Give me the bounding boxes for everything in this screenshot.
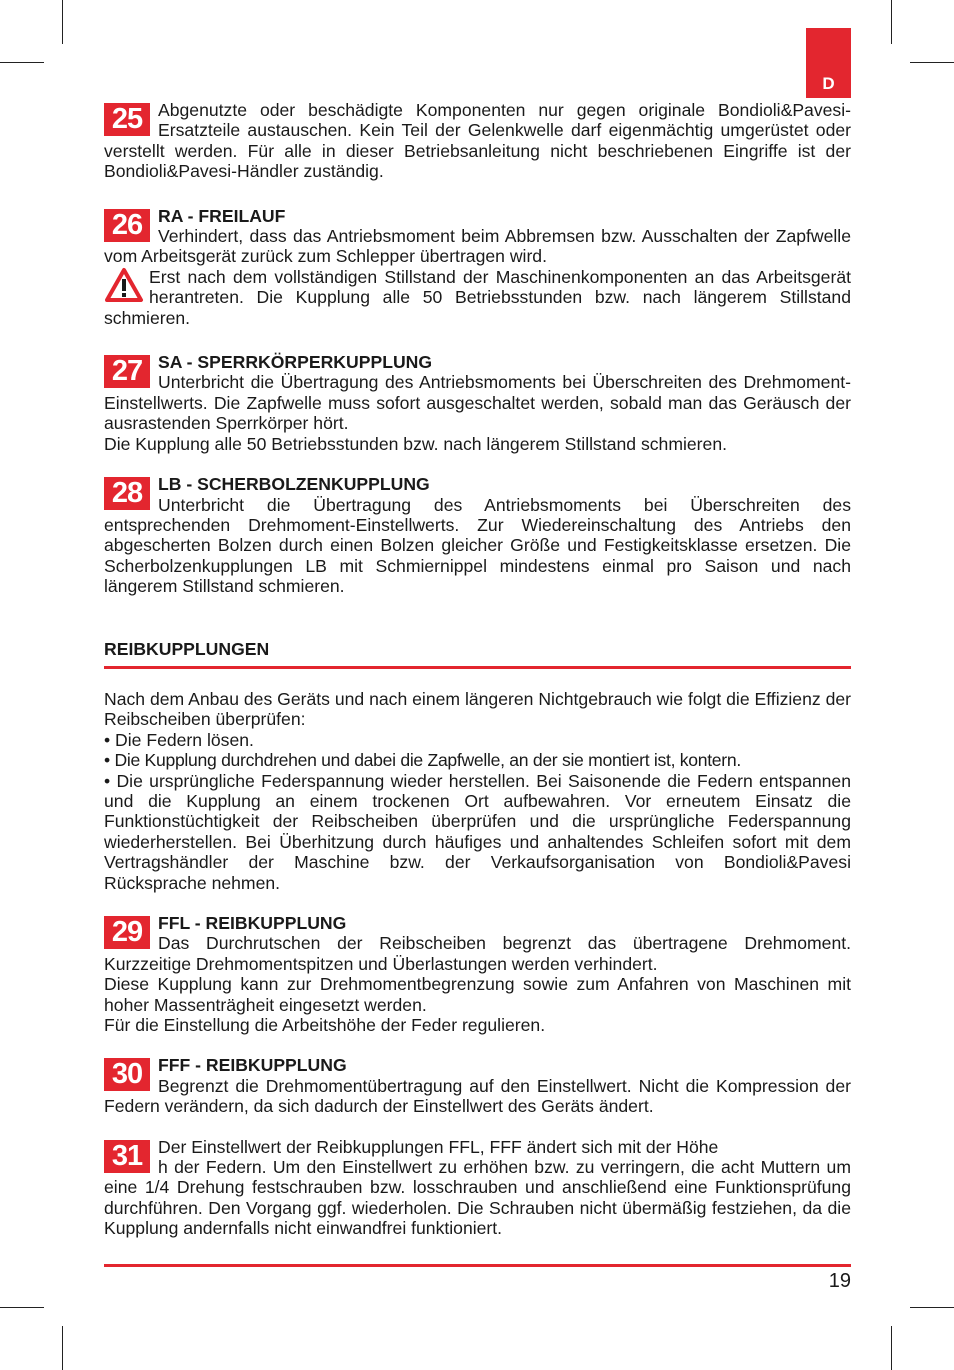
crop-mark [62,1326,63,1370]
crop-mark [910,62,954,63]
page-content [104,100,851,1239]
crop-mark [0,1307,44,1308]
section-text: Nach dem Anbau des Geräts und nach einem längeren Nichtgebrauch wie folgt die Effizienz der Reibscheiben überprüfen: [104,688,851,730]
section-number: 26 [104,209,150,242]
crop-mark [0,62,44,63]
section-number: 28 [104,477,150,510]
section-28 [104,474,851,596]
section-title: SA - SPERRKÖRPERKUPPLUNG [158,352,433,373]
bullet-item: • Die Federn lösen. [104,729,254,750]
section-number: 27 [104,355,150,388]
section-text: Begrenzt die Drehmomentübertragung auf den Einstellwert. Nicht die Kompression der Federn verändern, da sich dadurch der Einstellwert des Geräts ändert. [104,1075,851,1117]
section-text: Der Einstellwert der Reibkupplungen FFL, FFF ändert sich mit der Höhe [158,1136,719,1157]
section-31 [104,1137,851,1239]
section-number: 29 [104,916,150,949]
section-text: Unterbricht die Übertragung des Antriebsmoments bei Überschreiten des Drehmoment-Einstellwerts. Die Zapfwelle muss sofort ausgeschaltet werden, sobald man das Geräusch der ausrastenden Sperrkörper hört. [104,372,851,434]
section-25 [104,100,851,182]
bullet-item: • Die ursprüngliche Federspannung wieder herstellen. Bei Saisonende die Federn entspannen und die Kupplung an einem trockenen Ort aufbewahren. Vor erneutem Einsatz die Funktionstüchtigkeit der Reibscheiben überprüfen und die ursprüngliche Federspannung wiederherstellen. Bei Überhitzung durch häufiges und anhaltendes Schleifen sofort mit dem Vertragshändler der Maschine bzw. der Verkaufsorganisation von Bondioli&Pavesi Rücksprache nehmen. [104,770,851,893]
section-29 [104,913,851,1035]
section-text: Für die Einstellung die Arbeitshöhe der Feder regulieren. [104,1015,546,1036]
crop-mark [891,0,892,44]
language-label: D [822,74,835,93]
section-27 [104,352,851,454]
section-text: Das Durchrutschen der Reibscheiben begrenzt das übertragene Drehmoment. Kurzzeitige Drehmomentspitzen und Überlastungen werden verhindert. [104,933,851,974]
section-number: 31 [104,1140,150,1173]
page-number: 19 [828,1270,851,1292]
section-text: Diese Kupplung kann zur Drehmomentbegrenzung sowie zum Anfahren von Maschinen mit hoher Massenträgheit eingesetzt werden. [104,974,851,1015]
section-text: Abgenutzte oder beschädigte Komponenten nur gegen originale Bondioli&Pavesi-Ersatzteile austauschen. Kein Teil der Gelenkwelle darf eigenmächtig umgerüstet oder verstellt werden. Für alle in dieser Betriebsanleitung nicht beschriebenen Eingriffe ist der Bondioli&Pavesi-Händler zuständig. [104,100,851,182]
section-26 [104,206,851,328]
crop-mark [62,0,63,44]
section-text: Verhindert, dass das Antriebsmoment beim Abbremsen bzw. Ausschalten der Zapfwelle vom Arbeitsgerät zurück zum Schlepper übertragen wird. [104,226,851,267]
warning-text: Erst nach dem vollständigen Stillstand der Maschinenkomponenten an das Arbeitsgerät herantreten. Die Kupplung alle 50 Betriebsstunden bzw. nach längerem Stillstand schmieren. [104,266,851,328]
section-title: RA - FREILAUF [158,205,286,226]
crop-mark [891,1326,892,1370]
crop-mark [910,1307,954,1308]
footer-divider [104,1264,851,1267]
warning-triangle-icon [104,267,144,303]
warning-block [104,267,851,328]
section-heading: REIBKUPPLUNGEN [104,639,851,669]
section-title: LB - SCHERBOLZENKUPPLUNG [158,474,430,495]
section-30 [104,1055,851,1116]
section-text: h der Federn. Um den Einstellwert zu erhöhen bzw. zu verringern, die acht Muttern um eine 1/4 Drehung festschrauben bzw. losschrauben und anschließend eine Funktionsprüfung durchführen. Den Vorgang ggf. wiederholen. Die Schrauben nicht übermäßig festziehen, da die Kupplung andernfalls nicht einwandfrei funktioniert. [104,1157,851,1239]
bullet-item: • Die Kupplung durchdrehen und dabei die Zapfwelle, an der sie montiert ist, kontern. [104,750,741,771]
language-tab [806,28,851,98]
section-reibkupplungen [104,639,851,893]
section-number: 30 [104,1058,150,1091]
section-text: Die Kupplung alle 50 Betriebsstunden bzw. nach längerem Stillstand schmieren. [104,433,727,454]
section-title: FFL - REIBKUPPLUNG [158,913,347,933]
section-title: FFF - REIBKUPPLUNG [158,1055,347,1076]
section-number: 25 [104,103,150,136]
section-text: Unterbricht die Übertragung des Antriebsmoments bei Überschreiten des entsprechenden Drehmoment-Einstellwerts. Zur Wiedereinschaltung des Antriebs den abgescherten Bolzen durch einen Bolzen gleicher Größe und Festigkeitsklasse ersetzen. Die Scherbolzenkupplungen LB mit Schmiernippel mindestens einmal pro Saison und nach längerem Stillstand schmieren. [104,494,851,597]
